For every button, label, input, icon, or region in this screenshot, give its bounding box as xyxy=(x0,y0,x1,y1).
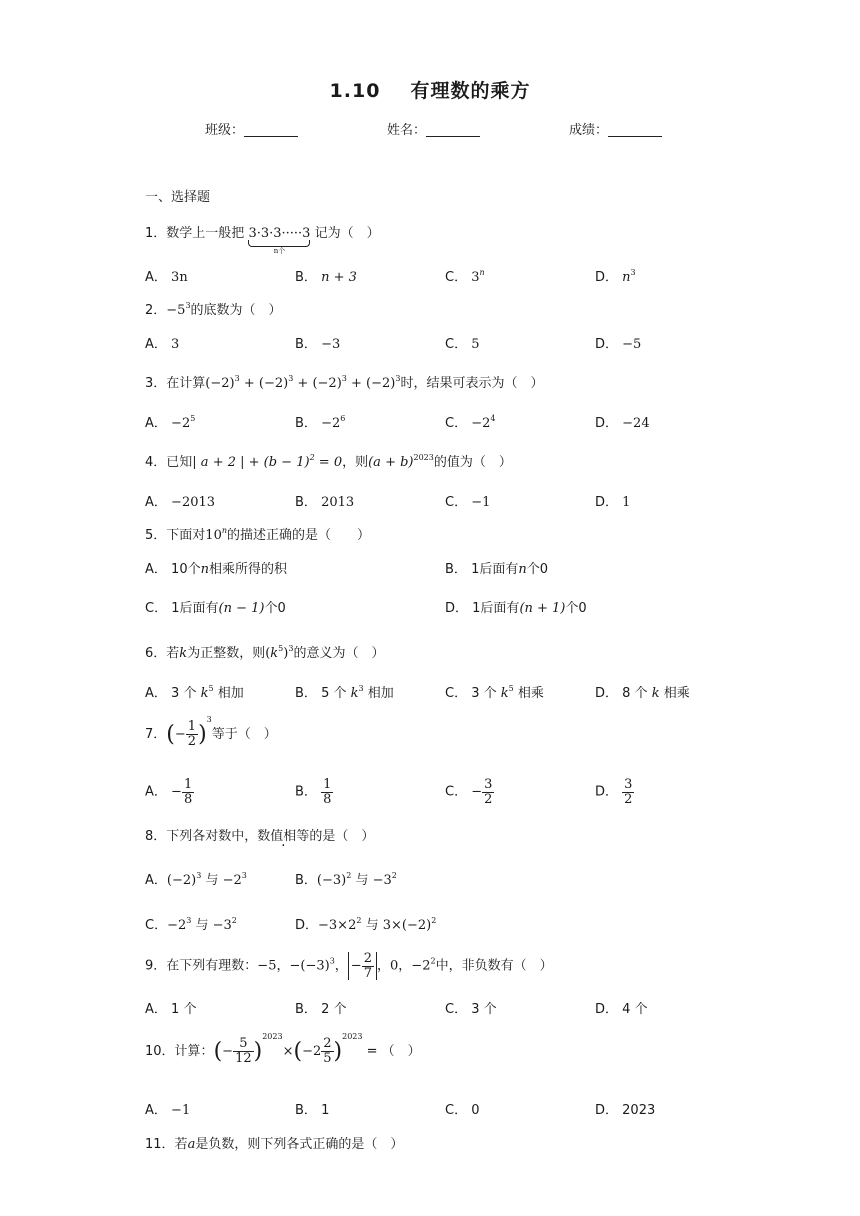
q-text: 等于（ ） xyxy=(211,727,277,742)
q10-option-b[interactable] xyxy=(295,1099,329,1118)
numerator: 1 xyxy=(183,777,193,792)
opt-text: 相乘 xyxy=(513,686,544,701)
opt-letter: C． xyxy=(145,918,168,933)
var: k xyxy=(179,646,188,661)
opt-text: 个0 xyxy=(526,562,548,577)
opt-letter: B． xyxy=(295,495,317,510)
numerator: 3 xyxy=(624,777,633,792)
sign: −2 xyxy=(302,1044,322,1059)
section-heading: 一、选择题 xyxy=(145,190,211,205)
q6-option-c[interactable] xyxy=(445,682,544,701)
exp: 3 xyxy=(341,374,347,383)
q4-option-c[interactable] xyxy=(445,491,490,510)
expr: −3 xyxy=(212,918,232,933)
opt-letter: C． xyxy=(445,270,468,285)
q-text: 在下列有理数： xyxy=(166,958,258,974)
exp: 3 xyxy=(329,956,335,966)
opt-letter: B． xyxy=(295,337,317,352)
denominator: 2 xyxy=(624,791,633,807)
q-text: 中，非负数有（ ） xyxy=(435,958,553,974)
opt-letter: C． xyxy=(445,495,468,510)
q3-option-c[interactable] xyxy=(445,412,495,431)
q4-option-d[interactable] xyxy=(595,491,630,510)
name-blank[interactable] xyxy=(426,122,480,137)
opt-text: 10个 xyxy=(171,562,201,577)
numerator: 5 xyxy=(233,1037,254,1052)
q-expr: −5 xyxy=(166,303,186,318)
sign: − xyxy=(350,958,362,974)
opt-value: 4 个 xyxy=(622,1002,648,1017)
q-text: ，则 xyxy=(342,455,369,470)
opt-var: k xyxy=(500,686,509,701)
q-text: = （ ） xyxy=(362,1044,421,1059)
opt-letter: B． xyxy=(295,686,317,701)
score-field xyxy=(569,119,662,138)
q5-option-b[interactable] xyxy=(445,558,548,577)
q-text: 的描述正确的是（ ） xyxy=(227,528,371,543)
numerator: 1 xyxy=(323,777,332,792)
opt-var: k xyxy=(651,686,660,701)
q-text: 记为（ ） xyxy=(314,226,380,241)
denominator: 8 xyxy=(183,791,193,807)
opt-letter: D． xyxy=(595,686,619,701)
opt-value: −5 xyxy=(622,337,642,352)
value: −5 xyxy=(257,958,277,974)
q-text: 数学上一般把 xyxy=(166,226,245,241)
opt-exp: 6 xyxy=(340,414,346,423)
opt-text: 8 个 xyxy=(622,686,652,701)
expr: 3·3·3·····3 xyxy=(248,226,311,241)
numerator: 1 xyxy=(187,719,197,735)
q7-option-d[interactable] xyxy=(595,778,634,806)
q-text: 的是（ ） xyxy=(309,829,375,844)
exp: 3 xyxy=(206,715,212,724)
denominator: 2 xyxy=(484,791,493,807)
opt-text: 1后面有 xyxy=(471,562,519,577)
q8-option-b[interactable] xyxy=(295,869,397,888)
base: 10 xyxy=(205,528,222,543)
inner-var: k xyxy=(270,646,279,661)
q9-option-a[interactable] xyxy=(145,998,196,1017)
q9-option-b[interactable] xyxy=(295,998,346,1017)
conj: 与 xyxy=(191,918,213,933)
opt-value: −24 xyxy=(622,416,650,431)
opt-sign: − xyxy=(171,784,182,800)
question-9 xyxy=(145,952,553,980)
q5-option-c[interactable] xyxy=(145,597,286,616)
opt-letter: B． xyxy=(295,270,317,285)
q10-option-c[interactable] xyxy=(445,1099,480,1118)
opt-value: 3 个 xyxy=(471,1002,497,1017)
opt-letter: D． xyxy=(595,270,619,285)
q1-option-b[interactable] xyxy=(295,266,357,285)
abs-expr: | a + 2 | xyxy=(192,455,245,470)
conj: 与 xyxy=(201,873,223,888)
denominator: 8 xyxy=(323,791,332,807)
q5-option-d[interactable] xyxy=(445,597,587,616)
q3-option-b[interactable] xyxy=(295,412,345,431)
opt-letter: B． xyxy=(295,1103,317,1118)
opt-value: 1 xyxy=(321,1103,330,1118)
title-number: 1.10 xyxy=(329,80,381,102)
opt-value: −2013 xyxy=(171,495,216,510)
fraction xyxy=(186,720,198,748)
opt-letter: C． xyxy=(445,1002,468,1017)
opt-letter: D． xyxy=(595,337,619,352)
exp: 2 xyxy=(430,956,436,966)
opt-letter: B． xyxy=(295,873,317,888)
opt-letter: C． xyxy=(445,784,468,800)
question-8 xyxy=(145,825,374,844)
question-6: 6．若k为正整数，则$(k^5)^3$的意义为（ ） xyxy=(145,644,385,661)
opt-base: −2 xyxy=(471,416,491,431)
opt-exp: 3 xyxy=(358,684,364,693)
numerator: 2 xyxy=(363,951,372,966)
q-text: 的底数为（ ） xyxy=(190,303,282,318)
q-text: 的值为（ ） xyxy=(433,455,512,470)
opt-letter: B． xyxy=(295,1002,317,1017)
denominator: 5 xyxy=(323,1051,332,1066)
q4-option-b[interactable] xyxy=(295,491,354,510)
term: (−2) xyxy=(205,376,235,391)
op: + xyxy=(239,376,259,391)
score-label: 成绩： xyxy=(569,123,609,138)
opt-value: 1 xyxy=(622,495,631,510)
opt-sign: − xyxy=(471,784,483,800)
q-number: 6． xyxy=(145,646,167,661)
opt-value: 3n xyxy=(171,270,188,285)
opt-expr: (n + 1) xyxy=(519,601,566,616)
q5-option-a[interactable] xyxy=(145,558,287,577)
q-number: 1． xyxy=(145,226,167,241)
opt-letter: A． xyxy=(145,873,167,888)
q-number: 11． xyxy=(145,1137,175,1152)
q8-option-c[interactable] xyxy=(145,914,237,933)
opt-letter: C． xyxy=(445,686,468,701)
conj: 与 xyxy=(361,918,383,933)
op: × xyxy=(282,1044,294,1059)
opt-letter: C． xyxy=(445,416,468,431)
name-label: 姓名： xyxy=(387,123,427,138)
opt-letter: D． xyxy=(595,784,619,800)
q8-option-d[interactable] xyxy=(295,914,436,933)
expr: + (b − 1) xyxy=(244,455,310,470)
q7-option-c[interactable] xyxy=(445,778,494,806)
q-number: 8． xyxy=(145,829,167,844)
opt-letter: D． xyxy=(595,1103,619,1118)
opt-letter: A． xyxy=(145,1002,167,1017)
opt-text: 个0 xyxy=(264,601,286,616)
value: −2 xyxy=(411,958,431,974)
q1-option-a[interactable] xyxy=(145,266,188,285)
opt-letter: D． xyxy=(595,416,619,431)
opt-text: 3 个 xyxy=(471,686,501,701)
q4-option-a[interactable] xyxy=(145,491,215,510)
exp: 2 xyxy=(391,871,397,880)
opt-base: −2 xyxy=(171,416,191,431)
q10-option-d[interactable] xyxy=(595,1099,655,1118)
opt-exp: 5 xyxy=(190,414,196,423)
opt-letter: A． xyxy=(145,416,167,431)
var: a xyxy=(187,1137,196,1152)
abs-value xyxy=(348,952,377,980)
exp: 3 xyxy=(288,374,294,383)
expr: −2 xyxy=(167,918,187,933)
q-number: 3． xyxy=(145,376,167,391)
opt-var: k xyxy=(350,686,359,701)
exp: 2023 xyxy=(342,1032,363,1041)
q-text: 若 xyxy=(166,646,180,661)
opt-exp: 3 xyxy=(630,268,636,277)
opt-value: 2 个 xyxy=(321,1002,347,1017)
opt-var: n xyxy=(200,562,209,577)
opt-value: 2013 xyxy=(321,495,355,510)
opt-exp: 5 xyxy=(208,684,214,693)
q6-option-b[interactable] xyxy=(295,682,394,701)
opt-text: 个0 xyxy=(565,601,587,616)
opt-letter: A． xyxy=(145,337,167,352)
question-7: 7．(− $\frac{1}{2}$ )$^3$等于（ ） xyxy=(145,715,277,749)
opt-text: 相加 xyxy=(363,686,394,701)
opt-value: −3 xyxy=(321,337,341,352)
expr: (−2) xyxy=(166,873,197,888)
opt-letter: A． xyxy=(145,686,167,701)
opt-text: 1后面有 xyxy=(472,601,520,616)
value: −(−3) xyxy=(289,958,330,974)
question-11 xyxy=(145,1133,403,1152)
sign: − xyxy=(222,1044,234,1059)
numerator: 2 xyxy=(323,1036,332,1052)
denominator: 7 xyxy=(363,965,372,981)
opt-letter: C． xyxy=(145,601,168,616)
q3-option-d[interactable] xyxy=(595,412,650,431)
expr: 3×(−2) xyxy=(382,918,432,933)
q9-option-d[interactable] xyxy=(595,998,648,1017)
q2-option-b[interactable] xyxy=(295,333,340,352)
q1-option-c[interactable] xyxy=(445,266,485,285)
question-2 xyxy=(145,299,282,318)
term: (−2) xyxy=(366,376,396,391)
opt-text: 相加 xyxy=(213,686,244,701)
term: (−2) xyxy=(258,376,289,391)
denominator: 2 xyxy=(187,734,197,749)
class-blank[interactable] xyxy=(244,122,298,137)
opt-letter: A． xyxy=(145,1103,167,1118)
op: + xyxy=(346,376,367,391)
q-text: 若 xyxy=(174,1137,188,1152)
q-text: 下面对 xyxy=(166,528,206,543)
term: (−2) xyxy=(312,376,342,391)
question-10: 10．计算：(− $\frac{5}{12}$ )$^{2023}$×(−2 $\frac{2}{5}$ )$^{2023}$ = （ ） xyxy=(145,1032,421,1066)
exp: 2 xyxy=(356,916,362,925)
opt-letter: D． xyxy=(445,601,469,616)
opt-letter: B． xyxy=(295,784,317,800)
opt-letter: A． xyxy=(145,562,167,577)
exp: 3 xyxy=(288,644,294,653)
conj: 与 xyxy=(351,873,373,888)
opt-letter: D． xyxy=(595,495,619,510)
eq: = 0 xyxy=(314,455,343,470)
exp: 2023 xyxy=(262,1032,283,1041)
sep: ， xyxy=(276,958,290,974)
q-text: 为正整数，则 xyxy=(187,646,266,661)
q3-option-a[interactable] xyxy=(145,412,195,431)
opt-value: 2023 xyxy=(622,1103,656,1118)
opt-letter: A． xyxy=(145,495,167,510)
expr: (a + b) xyxy=(368,455,414,470)
emphasis-text: 数值相等 xyxy=(257,829,310,844)
q-number: 5． xyxy=(145,528,167,543)
op: + xyxy=(293,376,313,391)
score-blank[interactable] xyxy=(608,122,662,137)
opt-value: 5 xyxy=(471,337,480,352)
opt-letter: A． xyxy=(145,784,167,800)
value: 0 xyxy=(390,958,399,974)
exp: n xyxy=(221,526,227,535)
opt-value: 1 个 xyxy=(171,1002,197,1017)
q9-option-c[interactable] xyxy=(445,998,497,1017)
exp: 2023 xyxy=(413,453,434,462)
exp: 2 xyxy=(431,916,437,925)
opt-letter: A． xyxy=(145,270,167,285)
expr: −2 xyxy=(222,873,242,888)
denominator: 12 xyxy=(235,1051,252,1066)
exp: 2 xyxy=(309,453,315,462)
title-text: 有理数的乘方 xyxy=(410,80,531,102)
opt-value: 0 xyxy=(471,1103,480,1118)
q-text: 计算： xyxy=(174,1044,214,1059)
question-1 xyxy=(145,222,380,255)
opt-text: 相乘所得的积 xyxy=(208,562,287,577)
q1-option-d[interactable] xyxy=(595,266,636,285)
opt-base: −2 xyxy=(321,416,341,431)
opt-letter: B． xyxy=(445,562,467,577)
numerator: 3 xyxy=(484,777,493,792)
exp: 2 xyxy=(231,916,237,925)
expr: −3 xyxy=(372,873,392,888)
opt-text: 5 个 xyxy=(321,686,351,701)
q-text: 已知 xyxy=(166,455,193,470)
q-text: 时，结果可表示为（ ） xyxy=(400,376,544,391)
q6-option-a[interactable] xyxy=(145,682,244,701)
page-title xyxy=(0,76,860,103)
opt-value: −1 xyxy=(471,495,491,510)
expr: (−3) xyxy=(316,873,347,888)
opt-letter: D． xyxy=(595,1002,619,1017)
opt-letter: C． xyxy=(445,1103,468,1118)
q-number: 2． xyxy=(145,303,167,318)
q7-option-b[interactable] xyxy=(295,778,333,806)
q2-option-c[interactable] xyxy=(445,333,480,352)
q-text: 在计算 xyxy=(166,376,206,391)
opt-var: n xyxy=(518,562,527,577)
opt-base: n xyxy=(622,270,631,285)
q7-option-a[interactable] xyxy=(145,778,194,806)
exp: 3 xyxy=(186,916,192,925)
class-label: 班级： xyxy=(205,123,245,138)
exp: 3 xyxy=(241,871,247,880)
opt-value: −1 xyxy=(171,1103,191,1118)
q-number: 4． xyxy=(145,455,167,470)
question-4 xyxy=(145,451,512,470)
expr: −3×2 xyxy=(318,918,357,933)
sep: ， xyxy=(398,958,412,974)
q-number: 7． xyxy=(145,727,167,742)
opt-text: 3 个 xyxy=(171,686,201,701)
class-field xyxy=(205,119,298,138)
q-exp: 3 xyxy=(185,301,191,310)
q6-option-d[interactable] xyxy=(595,682,690,701)
opt-letter: C． xyxy=(445,337,468,352)
opt-exp: 4 xyxy=(490,414,496,423)
question-5 xyxy=(145,524,370,543)
exp: 3 xyxy=(395,374,401,383)
q2-option-a[interactable] xyxy=(145,333,179,352)
q-text: 是负数，则下列各式正确的是（ ） xyxy=(195,1137,404,1152)
sign: − xyxy=(174,727,186,742)
q-number: 10． xyxy=(145,1044,175,1059)
opt-letter: B． xyxy=(295,416,317,431)
q-text: 的意义为（ ） xyxy=(293,646,385,661)
name-field xyxy=(387,119,480,138)
exp: 3 xyxy=(234,374,240,383)
question-3 xyxy=(145,372,543,391)
q10-option-a[interactable] xyxy=(145,1099,190,1118)
opt-expr: (n − 1) xyxy=(218,601,265,616)
opt-base: 3 xyxy=(471,270,480,285)
opt-value: 3 xyxy=(171,337,180,352)
opt-text: 相乘 xyxy=(659,686,690,701)
q2-option-d[interactable] xyxy=(595,333,641,352)
sep: ， xyxy=(334,958,348,974)
brace-label: n个 xyxy=(273,247,286,255)
opt-exp: 5 xyxy=(508,684,514,693)
exp: 2 xyxy=(346,871,352,880)
opt-exp: n xyxy=(479,268,485,277)
q-number: 9． xyxy=(145,958,167,974)
sep: ， xyxy=(376,958,390,974)
exp: 5 xyxy=(278,644,284,653)
q8-option-a[interactable] xyxy=(145,869,247,888)
q-text: 下列各对数中， xyxy=(166,829,258,844)
opt-var: k xyxy=(200,686,209,701)
opt-text: 1后面有 xyxy=(171,601,219,616)
opt-letter: D． xyxy=(295,918,319,933)
underbrace-expr xyxy=(248,226,311,255)
opt-value: n + 3 xyxy=(321,270,357,285)
exp: 3 xyxy=(196,871,202,880)
